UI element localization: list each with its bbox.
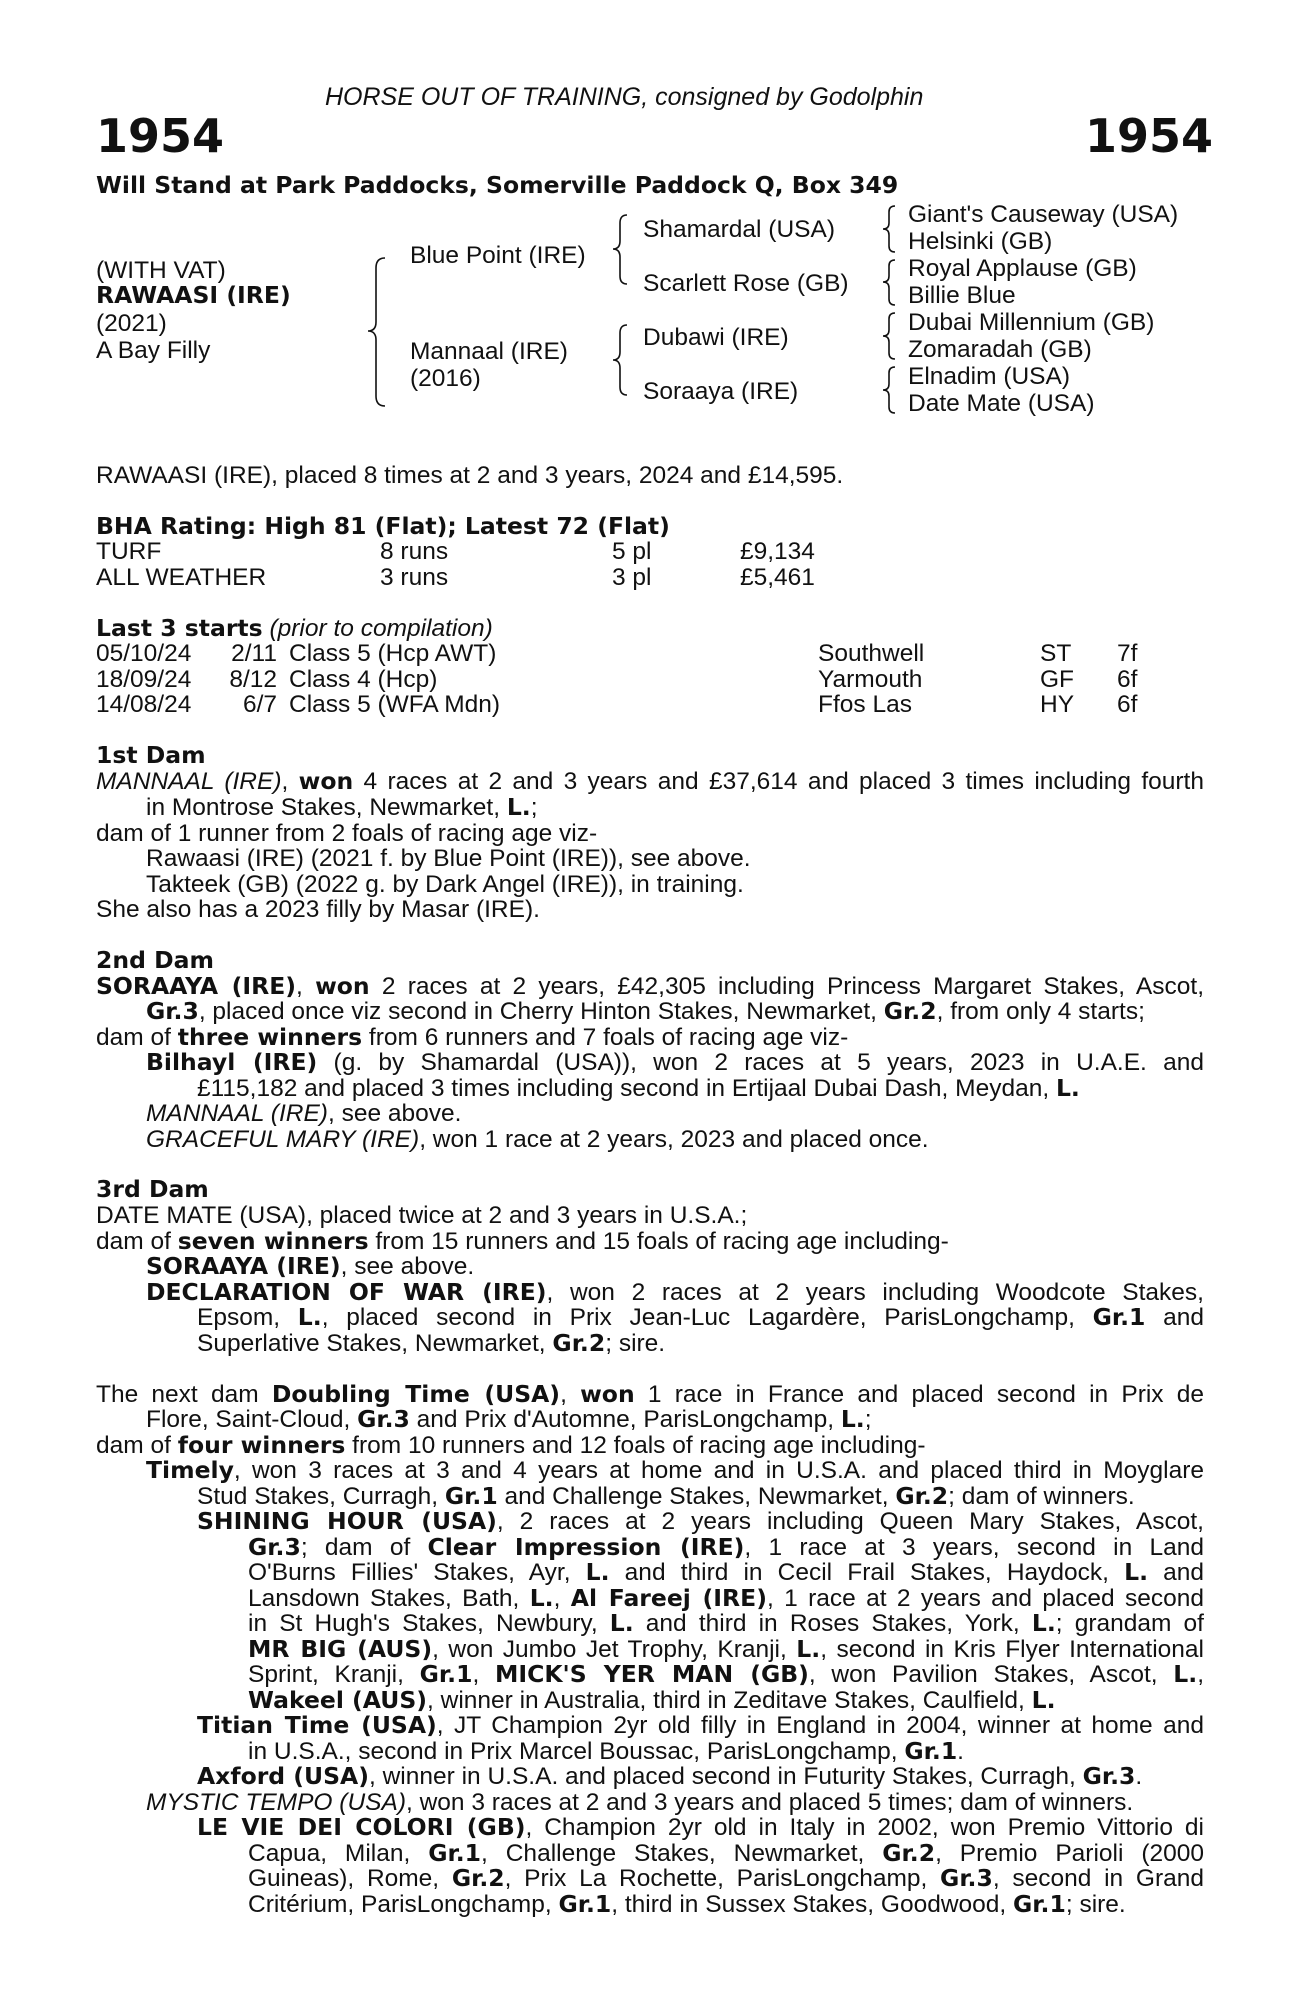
descendant-entry-cont [248,1558,1205,1586]
record-text: , won 3 races at 2 and 3 years and placed 5 times; dam of winners. [405,1789,1134,1816]
descendant-entry-cont [248,1737,964,1765]
produce-name: MANNAAL (IRE) [146,1100,328,1127]
record-text: Capua, Milan, [248,1840,429,1867]
third-dam-heading: 3rd Dam [96,1175,209,1203]
produce-item [146,1048,1204,1076]
bha-rating: BHA Rating: High 81 (Flat); Latest 72 (Flat) [96,512,670,540]
record-text: and third in Roses Stakes, York, [633,1610,1032,1637]
record-text: Stud Stakes, Curragh, [197,1483,445,1510]
record-text: and [1148,1559,1205,1586]
start-position: 6/7 [242,691,277,718]
dam-sire: Dubawi (IRE) [643,324,789,351]
produce-record: , won 1 race at 2 years, 2023 and placed once. [419,1126,929,1153]
first-dam-produce-intro: dam of 1 runner from 2 foals of racing age viz- [96,820,598,847]
record-text: , second in Grand [992,1865,1204,1892]
aw-label: ALL WEATHER [96,564,267,591]
start-course: Southwell [818,640,925,667]
record-text: , third in Sussex Stakes, Goodwood, [611,1891,1014,1918]
ss-sire: Giant's Causeway (USA) [908,201,1179,228]
record-text: , Prix La Rochette, ParisLongchamp, [504,1865,941,1892]
produce-name: SORAAYA (IRE) [146,1252,341,1280]
sire-dam: Scarlett Rose (GB) [643,270,849,297]
record-text: Superlative Stakes, Newmarket, [197,1330,553,1357]
descendant-entry-cont [248,1839,1204,1867]
descendant-name: SHINING HOUR (USA) [197,1507,497,1535]
record-text: Epsom, [197,1304,298,1331]
descendant-entry [197,1711,1204,1739]
group-grade: Gr.1 [444,1482,498,1510]
group-grade: Gr.2 [552,1329,606,1357]
first-dam-name: MANNAAL (IRE) [96,768,282,795]
second-dam-produce-intro [96,1023,849,1051]
last-starts-heading [96,614,493,642]
listed-grade: L. [1124,1558,1148,1586]
group-grade: Gr.1 [428,1839,482,1867]
second-dam-record: 2 races at 2 years, £42,305 including Princess Margaret Stakes, Ascot, [369,973,1204,1000]
produce-item [146,1278,1204,1306]
group-grade: Gr.1 [904,1737,958,1765]
first-dam-line [146,793,538,821]
record-text: ; dam of winners. [948,1483,1135,1510]
record-text: , won Pavilion Stakes, Ascot, [808,1661,1174,1688]
record-text: , [1197,1661,1204,1688]
descendant-entry-cont [248,1660,1204,1688]
descendant-name: Al Fareej (IRE) [570,1584,767,1612]
start-course: Ffos Las [818,691,912,718]
record-text: . [1135,1763,1143,1790]
sire-name: Blue Point (IRE) [410,242,586,269]
listed-grade: L. [840,1405,865,1433]
start-race: Class 4 (Hcp) [289,666,438,693]
dam-name: Mannaal (IRE) [410,338,568,365]
start-race: Class 5 (Hcp AWT) [289,640,497,667]
dam-of-text: dam of [96,1228,178,1255]
record-text: ; dam of [300,1534,428,1561]
record-text: ; [864,1406,872,1433]
punctuation: ; [530,794,538,821]
ds-dam: Zomaradah (GB) [908,336,1092,363]
lot-number-right: 1954 [1085,109,1214,163]
first-dam-record: 4 races at 2 and 3 years and £37,614 and placed 3 times including fourth [353,768,1204,795]
listed-grade: L. [1031,1686,1056,1714]
produce-record: (g. by Shamardal (USA)), won 2 races at 5 years, 2023 in U.A.E. and [317,1049,1204,1076]
second-dam-record-end: , from only 4 starts; [936,998,1145,1025]
record-text: , Premio Parioli (2000 [935,1840,1204,1867]
start-position: 2/11 [231,640,277,667]
start-going: HY [1040,691,1075,718]
record-text: , Challenge Stakes, Newmarket, [481,1840,883,1867]
dd-dam: Date Mate (USA) [908,390,1095,417]
dam-of-rest: from 6 runners and 7 foals of racing age viz- [362,1024,849,1051]
descendant-entry-cont [248,1864,1204,1892]
produce-name: Bilhayl (IRE) [146,1048,318,1076]
second-dam-line [146,997,1145,1025]
record-text: and third in Cecil Frail Stakes, Haydock, [609,1559,1125,1586]
record-text: , [553,1585,571,1612]
record-text: , placed second in Prix Jean-Luc Lagardère, ParisLongchamp, [321,1304,1093,1331]
listed-grade: L. [796,1635,821,1663]
aw-placed: 3 pl [612,564,652,591]
turf-label: TURF [96,538,162,565]
record-text: , [472,1661,495,1688]
record-text: The next dam [96,1381,272,1408]
brace-ss [883,206,895,252]
produce-item [146,1128,929,1153]
race-summary: RAWAASI (IRE), placed 8 times at 2 and 3 years, 2024 and £14,595. [96,462,844,489]
winners-count: seven winners [177,1227,369,1255]
produce-item-cont [197,1074,1080,1102]
listed-grade: L. [1031,1609,1056,1637]
group-grade: Gr.3 [248,1533,301,1561]
produce-name: DECLARATION OF WAR (IRE) [146,1278,547,1306]
record-text: , 1 race at 3 years, second in Land [744,1534,1204,1561]
horse-name: RAWAASI (IRE) [96,281,291,309]
first-dam-also: She also has a 2023 filly by Masar (IRE). [96,896,540,923]
brace-sire [613,215,627,284]
record-text: Guineas), Rome, [248,1865,452,1892]
dam-of-rest: from 15 runners and 15 foals of racing age including- [368,1228,949,1255]
listed-grade: L. [529,1584,554,1612]
group-grade: Gr.2 [882,1839,936,1867]
record-text: , winner in U.S.A. and placed second in Futurity Stakes, Curragh, [368,1763,1083,1790]
descendant-name: Clear Impression (IRE) [427,1533,745,1561]
second-dam-name: SORAAYA (IRE) [96,972,297,1000]
record-text: , 2 races at 2 years including Queen Mary Stakes, Ascot, [496,1508,1204,1535]
record-text: , won Jumbo Jet Trophy, Kranji, [432,1636,797,1663]
descendant-entry-cont [248,1890,1126,1918]
lot-number-left: 1954 [96,109,225,163]
ds-sire: Dubai Millennium (GB) [908,309,1155,336]
won-label: won [580,1380,635,1408]
descendant-entry-cont [248,1686,1056,1714]
descendant-entry-cont [248,1635,1204,1663]
record-text: 1 race in France and placed second in Prix de [634,1381,1205,1408]
start-distance: 6f [1117,691,1138,718]
dam-dam: Soraaya (IRE) [643,378,799,405]
record-text: Lansdown Stakes, Bath, [248,1585,530,1612]
record-text: ; grandam of [1055,1610,1204,1637]
produce-item [146,1252,475,1280]
record-text: in U.S.A., second in Prix Marcel Boussac, ParisLongchamp, [248,1738,905,1765]
start-distance: 7f [1117,640,1138,667]
start-position: 8/12 [229,666,277,693]
turf-placed: 5 pl [612,538,652,565]
record-text: ; sire. [605,1330,666,1357]
descendant-entry-cont [248,1609,1204,1637]
group-grade: Gr.1 [1013,1890,1066,1918]
record-text: and Challenge Stakes, Newmarket, [497,1483,896,1510]
first-dam-line: MANNAAL (IRE), won 4 races at 2 and 3 years and £37,614 and placed 3 times including fourth [96,767,1204,795]
descendant-entry-cont [248,1533,1204,1561]
start-going: GF [1040,666,1075,693]
second-dam-heading: 2nd Dam [96,946,214,974]
consignment-line: HORSE OUT OF TRAINING, consigned by Godolphin [325,83,924,111]
start-going: ST [1040,640,1072,667]
start-course: Yarmouth [818,666,923,693]
listed-grade: L. [609,1609,634,1637]
group-grade: Gr.2 [895,1482,949,1510]
sd-sire: Royal Applause (GB) [908,255,1137,282]
descendant-name: Titian Time (USA) [197,1711,437,1739]
sire-sire: Shamardal (USA) [643,216,835,243]
aw-runs: 3 runs [380,564,449,591]
start-date: 14/08/24 [96,691,192,718]
last-starts-note: (prior to compilation) [269,615,493,642]
descendant-entry [146,1456,1204,1484]
descendant-name: MICK'S YER MAN (GB) [494,1660,809,1688]
group-grade: Gr.3 [1082,1762,1136,1790]
produce-item: Takteek (GB) (2022 g. by Dark Angel (IRE)), in training. [146,871,744,898]
descendant-entry-cont [248,1584,1204,1612]
winners-count: four winners [177,1431,346,1459]
record-text: and Prix d'Automne, ParisLongchamp, [409,1406,841,1433]
record-text: Critérium, ParisLongchamp, [248,1891,559,1918]
record-text: , 1 race at 2 years and placed second [766,1585,1204,1612]
record-text: , won 3 races at 3 and 4 years at home and in U.S.A. and placed third in Moyglare [233,1457,1204,1484]
won-label: won [298,767,354,795]
next-dam-line-cont [146,1405,872,1433]
record-text: and [1145,1304,1204,1331]
record-text: , winner in Australia, third in Zeditave Stakes, Caulfield, [427,1687,1032,1714]
first-dam-record-cont: in Montrose Stakes, Newmarket, [146,794,507,821]
descendant-name: MYSTIC TEMPO (USA) [146,1789,406,1816]
descendant-entry [146,1791,1133,1816]
brace-dam [613,325,627,395]
next-dam-produce-intro [96,1431,926,1459]
won-label: won [315,972,370,1000]
descendant-entry [197,1507,1204,1535]
start-date: 05/10/24 [96,640,192,667]
dam-year: (2016) [410,365,481,392]
turf-runs: 8 runs [380,538,449,565]
dd-sire: Elnadim (USA) [908,363,1071,390]
record-text: Sprint, Kranji, [248,1661,420,1688]
start-race: Class 5 (WFA Mdn) [289,691,501,718]
descendant-entry [197,1813,1204,1841]
produce-item: Rawaasi (IRE) (2021 f. by Blue Point (IRE)), see above. [146,845,751,872]
record-text: ; sire. [1065,1891,1126,1918]
brace-sd [883,260,895,305]
descendant-name: MR BIG (AUS) [248,1635,433,1663]
next-dam-name: Doubling Time (USA) [271,1380,561,1408]
record-text: O'Burns Fillies' Stakes, Ayr, [248,1559,586,1586]
last-starts-title: Last 3 starts [96,614,263,642]
aw-earnings: £5,461 [740,564,815,591]
descendant-name: Axford (USA) [197,1762,369,1790]
start-date: 18/09/24 [96,666,192,693]
group-grade: Gr.3 [940,1864,993,1892]
listed-grade: L. [1055,1074,1080,1102]
brace-dd [883,367,895,413]
descendant-name: LE VIE DEI COLORI (GB) [197,1813,526,1841]
descendant-entry [197,1762,1143,1790]
produce-record-cont: £115,182 and placed 3 times including second in Ertijaal Dubai Dash, Meydan, [197,1075,1056,1102]
ss-dam: Helsinki (GB) [908,228,1053,255]
sd-dam: Billie Blue [908,282,1016,309]
listed-grade: L. [506,793,531,821]
location-line: Will Stand at Park Paddocks, Somerville Paddock Q, Box 349 [96,171,899,199]
record-text: , Champion 2yr old in Italy in 2002, won Premio Vittorio di [525,1814,1204,1841]
group-grade: Gr.1 [558,1890,612,1918]
produce-record: , see above. [340,1253,475,1280]
record-text: in St Hugh's Stakes, Newbury, [248,1610,610,1637]
dam-of-text: dam of [96,1432,178,1459]
produce-record: , see above. [327,1100,462,1127]
produce-item [146,1102,461,1127]
second-dam-record-cont: , placed once viz second in Cherry Hinton Stakes, Newmarket, [198,998,884,1025]
group-grade: Gr.1 [1092,1303,1146,1331]
descendant-name: Timely [146,1456,234,1484]
record-text: , JT Champion 2yr old filly in England in 2004, winner at home and [436,1712,1204,1739]
next-dam-line: The next dam Doubling Time (USA), won 1 race in France and placed second in Prix de [96,1380,1205,1408]
group-grade: Gr.3 [146,997,199,1025]
second-dam-line: SORAAYA (IRE), won 2 races at 2 years, £42,305 including Princess Margaret Stakes, Ascot, [96,972,1204,1000]
vat-label: (WITH VAT) [96,257,226,284]
dam-of-text: dam of [96,1024,178,1051]
turf-earnings: £9,134 [740,538,815,565]
brace-ds [883,313,895,359]
third-dam-record: DATE MATE (USA), placed twice at 2 and 3 years in U.S.A.; [96,1202,748,1229]
produce-record: , won 2 races at 2 years including Woodcote Stakes, [546,1279,1204,1306]
listed-grade: L. [297,1303,322,1331]
dam-of-rest: from 10 runners and 12 foals of racing age including- [345,1432,926,1459]
horse-description: A Bay Filly [96,337,211,364]
descendant-name: Wakeel (AUS) [248,1686,428,1714]
listed-grade: L. [1173,1660,1198,1688]
group-grade: Gr.1 [419,1660,473,1688]
horse-year: (2021) [96,310,167,337]
record-text: , second in Kris Flyer International [820,1636,1204,1663]
produce-item-cont [197,1329,666,1357]
descendant-entry-cont [197,1482,1135,1510]
group-grade: Gr.2 [883,997,937,1025]
winners-count: three winners [177,1023,363,1051]
brace-main [368,258,385,406]
group-grade: Gr.2 [451,1864,505,1892]
group-grade: Gr.3 [357,1405,410,1433]
record-text: Flore, Saint-Cloud, [146,1406,358,1433]
start-distance: 6f [1117,666,1138,693]
first-dam-heading: 1st Dam [96,741,206,769]
third-dam-produce-intro [96,1227,949,1255]
listed-grade: L. [585,1558,610,1586]
produce-item-cont [197,1303,1204,1331]
record-text: . [957,1738,964,1765]
produce-name: GRACEFUL MARY (IRE) [146,1126,420,1153]
